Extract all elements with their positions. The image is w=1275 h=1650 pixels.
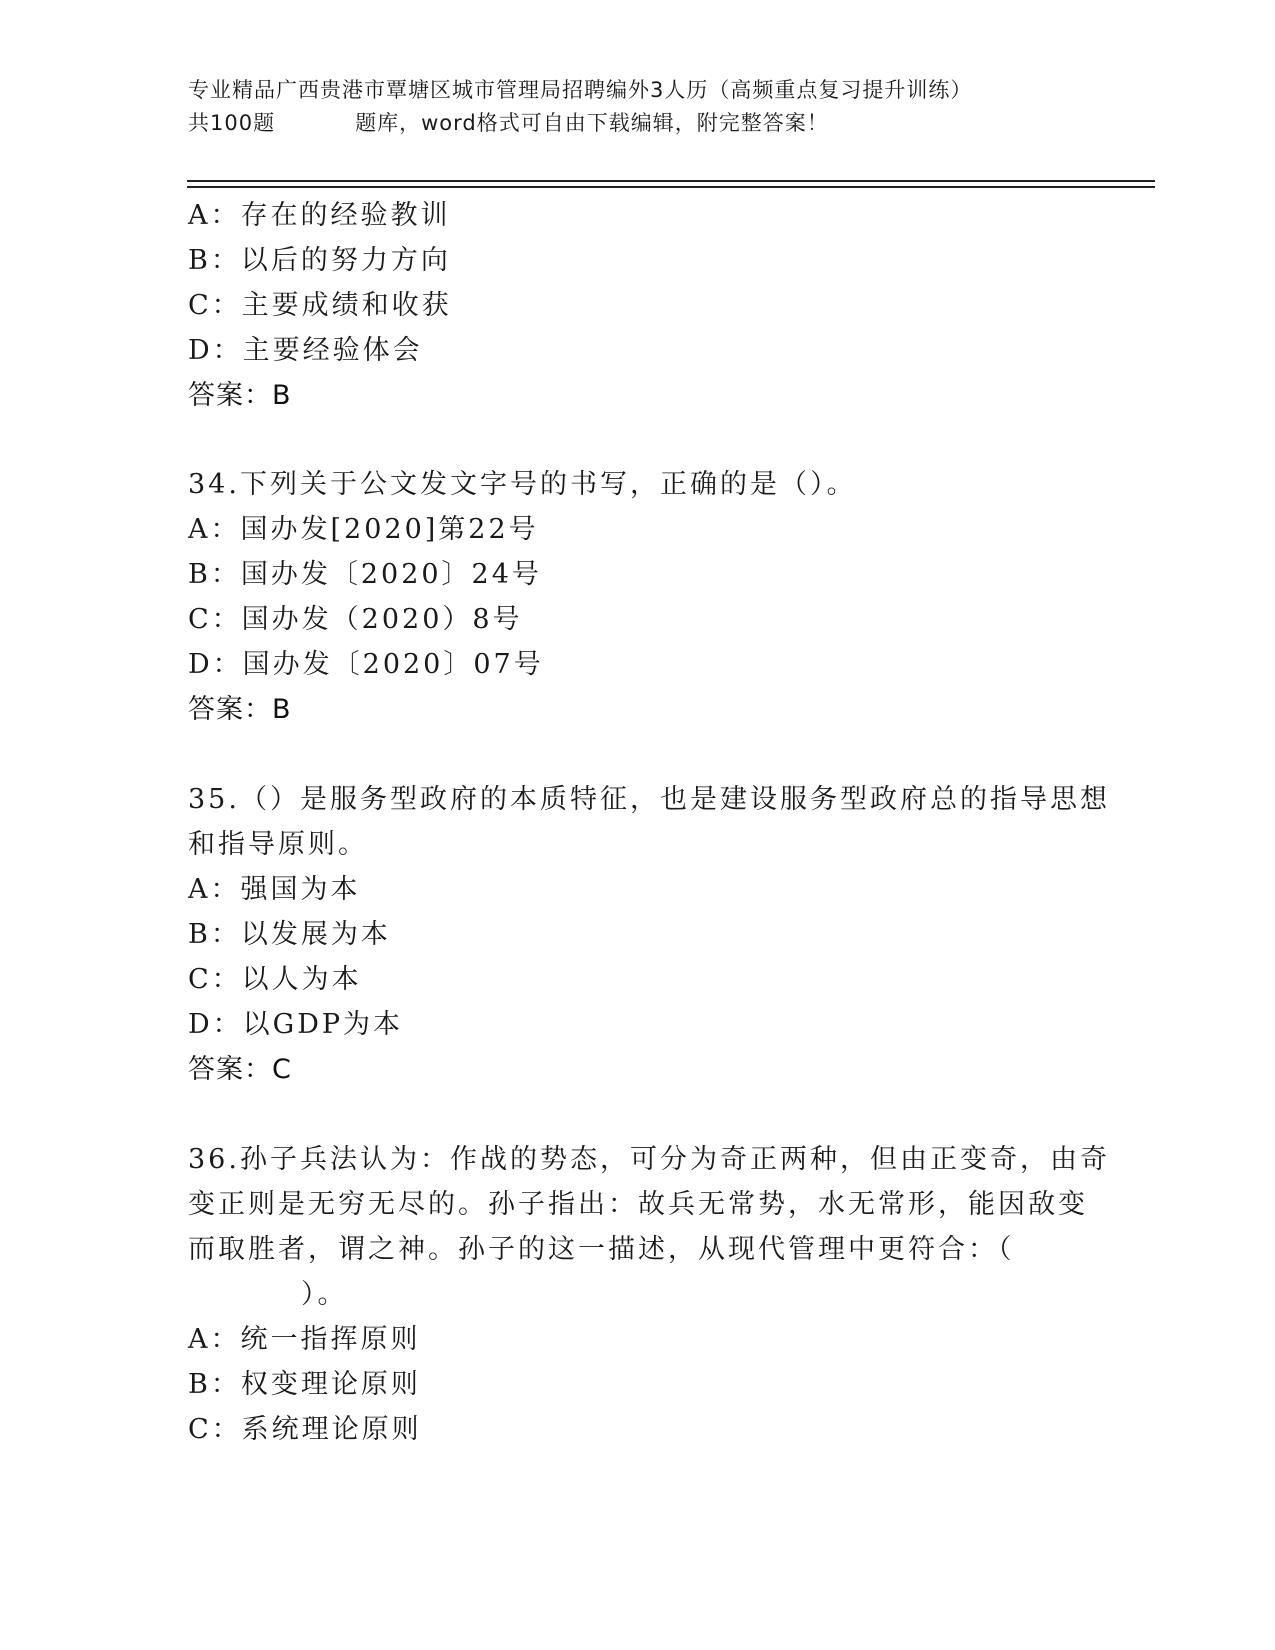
q35-question-line-2: 和指导原则。	[188, 829, 368, 860]
q36-option-a: A：统一指挥原则	[188, 1324, 421, 1355]
q33-answer: 答案：B	[188, 380, 292, 411]
q33-option-b: B：以后的努力方向	[188, 245, 451, 276]
q35-option-d: D：以GDP为本	[188, 1009, 404, 1040]
q34-answer: 答案：B	[188, 694, 292, 725]
q35-option-c: C：以人为本	[188, 964, 362, 995]
header-divider-top	[187, 180, 1155, 182]
header-description: 题库，word格式可自由下载编辑，附完整答案！	[355, 111, 829, 135]
header-divider-bottom	[187, 186, 1155, 188]
q36-question-line-1: 36.孙子兵法认为：作战的势态，可分为奇正两种，但由正变奇，由奇	[188, 1144, 1110, 1175]
q35-answer: 答案：C	[188, 1054, 292, 1085]
q36-option-c: C：系统理论原则	[188, 1414, 422, 1445]
q34-option-d: D：国办发〔2020〕07号	[188, 649, 544, 680]
q34-option-c: C：国办发（2020）8号	[188, 604, 523, 635]
header-subtitle	[188, 107, 1088, 140]
q35-option-b: B：以发展为本	[188, 919, 391, 950]
q36-option-b: B：权变理论原则	[188, 1369, 421, 1400]
q34-option-b: B：国办发〔2020〕24号	[188, 559, 542, 590]
q36-question-line-3: 而取胜者，谓之神。孙子的这一描述，从现代管理中更符合：（	[188, 1234, 1015, 1265]
q33-option-c: C：主要成绩和收获	[188, 290, 452, 321]
q35-option-a: A：强国为本	[188, 874, 361, 905]
q34-question: 34.下列关于公文发文字号的书写，正确的是（）。	[188, 469, 857, 500]
q33-option-d: D：主要经验体会	[188, 335, 423, 366]
q36-question-line-4: ）。	[301, 1279, 348, 1310]
header-title: 专业精品广西贵港市覃塘区城市管理局招聘编外3人历（高频重点复习提升训练）	[188, 78, 973, 102]
q33-option-a: A：存在的经验教训	[188, 200, 451, 231]
q36-question-line-2: 变正则是无穷无尽的。孙子指出：故兵无常势，水无常形，能因敌变	[188, 1189, 1088, 1220]
document-header	[188, 74, 1088, 140]
q34-option-a: A：国办发[2020]第22号	[188, 514, 539, 545]
header-question-count: 共100题	[188, 111, 276, 135]
q35-question-line-1: 35.（）是服务型政府的本质特征，也是建设服务型政府总的指导思想	[188, 784, 1110, 815]
